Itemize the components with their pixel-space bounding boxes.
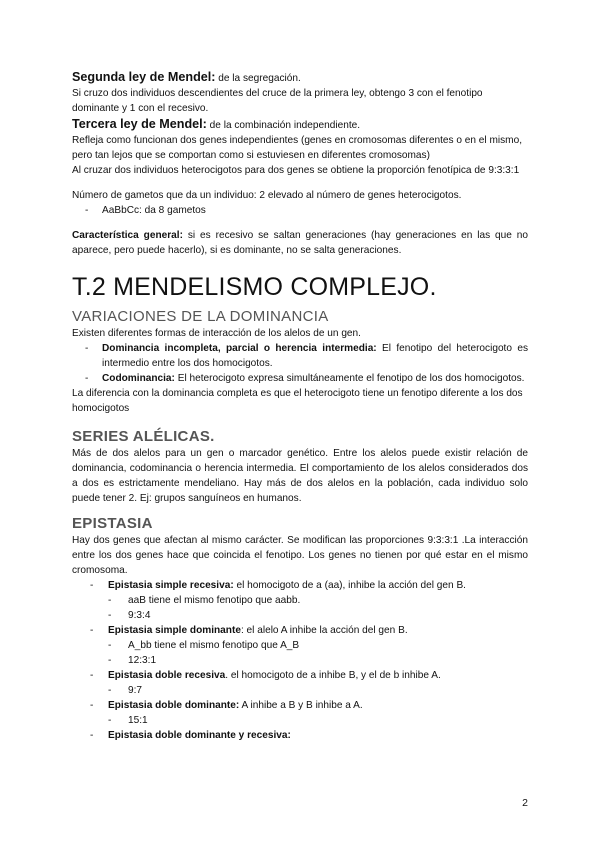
segunda-ley-text: Si cruzo dos individuos descendientes del cruce de la primera ley, obtengo 3 con el fenotipo dominante y 1 con el recesivo. — [72, 88, 483, 114]
sublist-item: - A_bb tiene el mismo fenotipo que A_B — [108, 638, 528, 653]
segunda-ley-heading-line — [72, 70, 528, 86]
item-label: Dominancia incompleta, parcial o herencia intermedia: — [102, 343, 377, 354]
tercera-ley-text-1: Refleja como funcionan dos genes independientes (genes en cromosomas diferentes o en el mismo, pero tan lejos que se comportan como si estuviesen en diferentes cromosomas) — [72, 135, 522, 161]
gametos-list — [72, 203, 528, 218]
sublist-wrap — [72, 713, 528, 728]
item-label: Epistasia simple recesiva: — [108, 580, 234, 591]
sublist-wrap — [72, 683, 528, 698]
variaciones-outro: La diferencia con la dominancia completa es que el heterocigoto tiene un fenotipo diferente a los dos homocigotos — [72, 388, 523, 414]
sublist-wrap — [72, 638, 528, 668]
sublist-item: - 15:1 — [108, 713, 528, 728]
list-item — [72, 698, 528, 713]
list-item — [72, 578, 528, 593]
tercera-ley-heading-line — [72, 117, 528, 133]
caracteristica-general — [72, 228, 528, 258]
epistasia-intro: Hay dos genes que afectan al mismo carácter. Se modifican las proporciones 9:3:3:1 .La interacción entre los dos genes hace que coincida el fenotipo. Los genes no tienen por qué estar en el mismo cromosoma. — [72, 535, 528, 576]
list-item — [72, 341, 528, 371]
list-item — [72, 728, 528, 743]
page-number: 2 — [522, 797, 528, 809]
variaciones-intro: Existen diferentes formas de interacción de los alelos de un gen. — [72, 328, 361, 339]
sublist — [72, 638, 528, 668]
sublist-item: - 9:7 — [108, 683, 528, 698]
epistasia-list — [72, 578, 528, 743]
sublist — [72, 593, 528, 623]
tercera-ley-suffix: de la combinación independiente. — [206, 120, 361, 131]
sublist — [72, 713, 528, 728]
series-text: Más de dos alelos para un gen o marcador genético. Entre los alelos puede existir relación de dominancia, codominancia o herencia intermedia. El comportamiento de los alelos considerados dos a dos es estrictamente mendeliano. Hay más de dos alelos en la población, cada individuo solo puede tener 2. Ej: grupos sanguíneos en humanos. — [72, 448, 528, 504]
item-label: Epistasia doble dominante y recesiva: — [108, 730, 291, 741]
caracteristica-text: si es recesivo se saltan generaciones (hay generaciones en las que no aparece, pero puede hacerlo), si es dominante, no se salta generaciones. — [72, 230, 528, 256]
sublist-wrap — [72, 593, 528, 623]
sublist-item: - aaB tiene el mismo fenotipo que aabb. — [108, 593, 528, 608]
item-text: : el alelo A inhibe la acción del gen B. — [240, 625, 408, 636]
list-item: - AaBbCc: da 8 gametos — [72, 203, 528, 218]
item-text: A inhibe a B y B inhibe a A. — [239, 700, 363, 711]
tercera-ley-text-2: Al cruzar dos individuos heterocigotos para dos genes se obtiene la proporción fenotípica de 9:3:3:1 — [72, 165, 520, 176]
segunda-ley-suffix: de la segregación. — [215, 73, 301, 84]
tercera-ley-heading: Tercera ley de Mendel: — [72, 117, 207, 131]
variaciones-list — [72, 341, 528, 386]
page-title: T.2 MENDELISMO COMPLEJO. — [72, 273, 437, 301]
gametos-text: Número de gametos que da un individuo: 2 elevado al número de genes heterocigotos. — [72, 190, 462, 201]
item-text: El heterocigoto expresa simultáneamente el fenotipo de los dos homocigotos. — [174, 373, 525, 384]
list-item — [72, 371, 528, 386]
caracteristica-label: Característica general: — [72, 230, 183, 241]
item-label: Codominancia: — [102, 373, 175, 384]
item-label: Epistasia doble recesiva — [108, 670, 226, 681]
epistasia-heading: EPISTASIA — [72, 515, 153, 532]
list-item — [72, 623, 528, 638]
item-label: Epistasia simple dominante — [108, 625, 241, 636]
sublist-item: - 12:3:1 — [108, 653, 528, 668]
page-content — [72, 70, 528, 743]
item-label: Epistasia doble dominante: — [108, 700, 240, 711]
item-text: El fenotipo del heterocigoto es intermedio entre los dos homocigotos. — [102, 343, 528, 369]
item-text: el homocigoto de a (aa), inhibe la acción del gen B. — [233, 580, 466, 591]
item-text: . el homocigoto de a inhibe B, y el de b inhibe A. — [225, 670, 441, 681]
sublist — [72, 683, 528, 698]
list-item — [72, 668, 528, 683]
segunda-ley-heading: Segunda ley de Mendel: — [72, 70, 216, 84]
sublist-item: - 9:3:4 — [108, 608, 528, 623]
series-heading: SERIES ALÉLICAS. — [72, 428, 215, 445]
variaciones-heading: VARIACIONES DE LA DOMINANCIA — [72, 308, 329, 325]
